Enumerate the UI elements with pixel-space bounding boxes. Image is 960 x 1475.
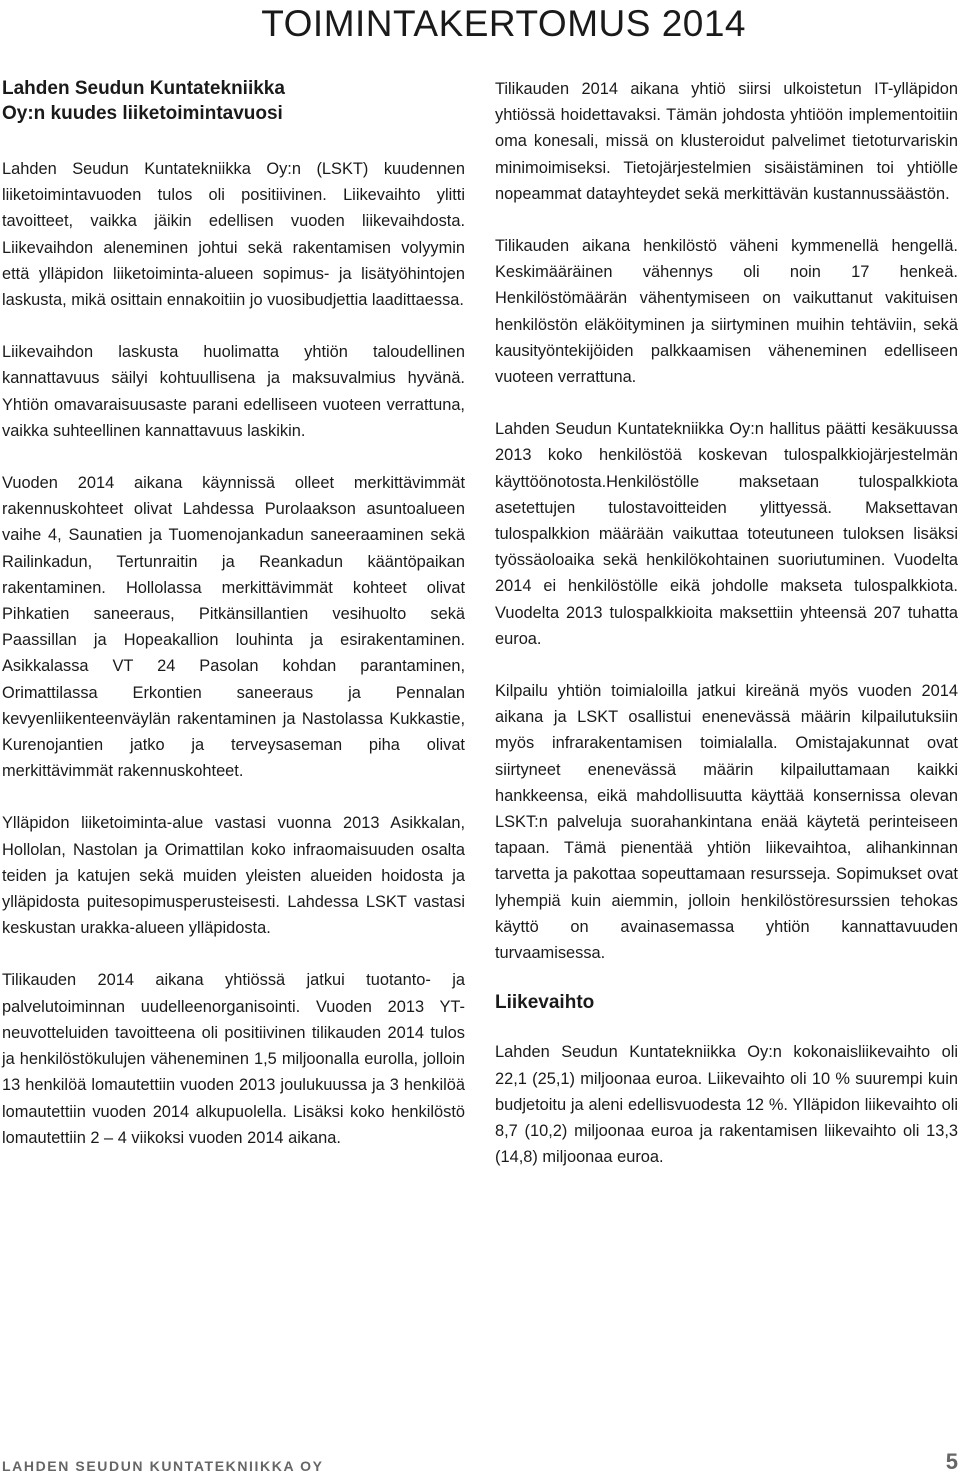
right-column <box>495 76 958 1196</box>
section-heading-intro <box>2 76 465 126</box>
paragraph: Kilpailu yhtiön toimialoilla jatkui kireänä myös vuoden 2014 aikana ja LSKT osallistui enenevässä määrin kilpailutuksiin myös infrarakentamisen toimialalla. Omistajakunnat ovat siirtyneet enenevässä määrin kilpailuttamaan kaikki hankkeensa, eikä mahdollisuutta käyttää konsernissa olevan LSKT:n palveluja suorahankintana enää käytetä perinteiseen tapaan. Tämä pienentää yhtiön liikevaihtoa, alihankinnan tarvetta ja pakottaa sopeuttamaan resursseja. Sopimukset ovat lyhempiä kuin aiemmin, jolloin henkilöstöresurssien tehokas käyttö on avainasemassa yhtiön kannattavuuden turvaamisessa. <box>495 682 958 963</box>
paragraph: Lahden Seudun Kuntatekniikka Oy:n hallitus päätti kesäkuussa 2013 koko henkilöstöä koskevan tulospalkkiojärjestelmän käyttöönotosta.Henkilöstölle maksetaan tulospalkkiota asetettujen tulostavoitteiden ylittyessä. Maksettavan tulospalkkion määrään vaikuttaa toteutuneen tuloksen lisäksi työssäoloaika sekä henkilökohtainen suoriutuminen. Vuodelta 2014 ei henkilöstölle eikä johdolle makseta tulospalkkiota. Vuodelta 2013 tulospalkkioita maksettiin yhteensä 207 tuhatta euroa. <box>495 420 958 648</box>
paragraph: Lahden Seudun Kuntatekniikka Oy:n kokonaisliikevaihto oli 22,1 (25,1) miljoonaa euroa. Liikevaihto oli 10 % suurempi kuin budjetoitu ja aleni edellisvuodesta 12 %. Ylläpidon liikevaihto oli 8,7 (10,2) miljoonaa euroa ja rakentamisen liikevaihto oli 13,3 (14,8) miljoonaa euroa. <box>495 1043 958 1167</box>
section-heading-intro-line1: Lahden Seudun Kuntatekniikka <box>2 78 285 99</box>
paragraph: Vuoden 2014 aikana käynnissä olleet merkittävimmät rakennuskohteet olivat Lahdessa Purolaakson asuntoalueen vaihe 4, Saunatien ja Tuomenojankadun saneeraaminen sekä Railinkadun, Tertunraitin ja Reankadun kääntöpaikan rakentaminen. Hollolassa merkittävimmät kohteet olivat Pihkatien saneeraus, Pitkänsillantien vesihuolto sekä Paassillan ja Hopeakallion louhinta ja esirakentaminen. Asikkalassa VT 24 Pasolan kohdan parantaminen, Orimattilassa Erkontien saneeraus ja Pennalan kevyenliikenteenväylän rakentaminen ja Nastolassa Kukkastie, Kurenojantien jatko ja terveysaseman piha olivat merkittävimmät rakennuskohteet. <box>2 474 465 781</box>
paragraph: Tilikauden 2014 aikana yhtiössä jatkui tuotanto- ja palvelutoiminnan uudelleenorganisointi. Vuoden 2013 YT-neuvotteluiden tavoitteena oli positiivinen tilikauden 2014 tulos ja henkilöstökulujen väheneminen 1,5 miljoonalla eurolla, jolloin 13 henkilöä lomautettiin vuoden 2013 joulukuussa ja 3 henkilöä lomautettiin vuoden 2014 alkupuolella. Lisäksi koko henkilöstö lomautettiin 2 – 4 viikoksi vuoden 2014 aikana. <box>2 971 465 1147</box>
footer-company-name: LAHDEN SEUDUN KUNTATEKNIIKKA OY <box>2 1458 324 1474</box>
paragraph: Ylläpidon liiketoiminta-alue vastasi vuonna 2013 Asikkalan, Hollolan, Nastolan ja Orimattilan koko infraomaisuuden osalta teiden ja katujen sekä muiden yleisten alueiden hoidosta ja ylläpidosta puitesopimusperusteisesti. Lahdessa LSKT vastasi keskustan urakka-alueen ylläpidosta. <box>2 814 465 938</box>
section-heading-liikevaihto: Liikevaihto <box>495 992 595 1014</box>
page-title: TOIMINTAKERTOMUS 2014 <box>261 3 746 44</box>
paragraph: Lahden Seudun Kuntatekniikka Oy:n (LSKT) kuudennen liiketoimintavuoden tulos oli positiivinen. Liikevaihto ylitti tavoitteet, vaikka jäikin edellisen vuoden liikevaihdosta. Liikevaihdon aleneminen johtui sekä rakentamisen volyymin että ylläpidon liiketoiminta-alueen sopimus- ja lisätyöhintojen laskusta, mikä osittain ennakoitiin jo vuosibudjettia laadittaessa. <box>2 160 465 310</box>
paragraph: Liikevaihdon laskusta huolimatta yhtiön taloudellinen kannattavuus säilyi kohtuullisena ja maksuvalmius hyvänä. Yhtiön omavaraisuusaste parani edelliseen vuoteen verrattuna, vaikka suhteellinen kannattavuus laskikin. <box>2 343 465 440</box>
section-heading-intro-line2: Oy:n kuudes liiketoimintavuosi <box>2 103 283 124</box>
paragraph: Tilikauden aikana henkilöstö väheni kymmenellä hengellä. Keskimääräinen vähennys oli noin 17 henkeä. Henkilöstömäärän vähentymiseen on vaikuttanut vakituisen henkilöstön eläköityminen ja siirtyminen muihin tehtäviin, sekä kausityöntekijöiden palkkaamisen väheneminen edelliseen vuoteen verrattuna. <box>495 237 958 387</box>
left-column <box>2 76 465 1177</box>
page-number: 5 <box>945 1449 958 1474</box>
paragraph: Tilikauden 2014 aikana yhtiö siirsi ulkoistetun IT-ylläpidon yhtiössä hoidettavaksi. Tämän johdosta yhtiöön implementoitiin oma konesali, missä on klusteroidut palvelimet tietoturvariskin minimoimiseksi. Tietojärjestelmien sisäistäminen toi yhtiölle nopeammat datayhteydet sekä merkittävän kustannussäästön. <box>495 80 958 203</box>
